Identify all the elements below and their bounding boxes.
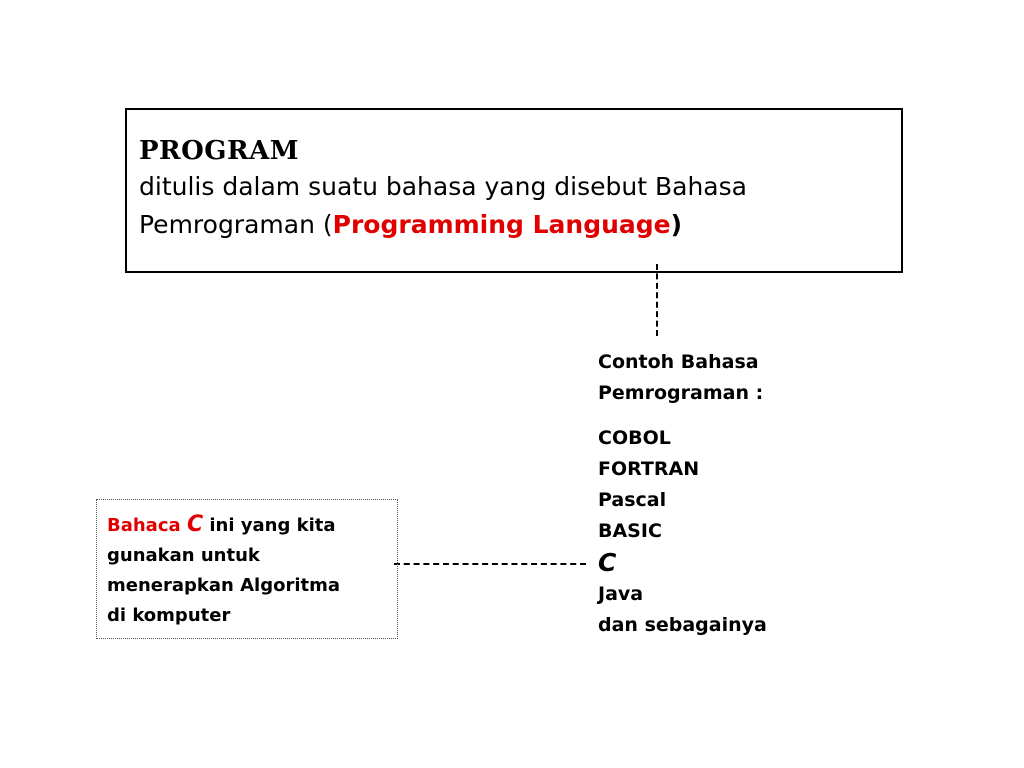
note-line2: gunakan untuk (107, 545, 260, 566)
language-item-pascal: Pascal (598, 489, 667, 511)
examples-heading-line1: Contoh Bahasa (598, 351, 759, 373)
note-line1-rest: ini yang kita (203, 515, 336, 536)
language-item-fortran: FORTRAN (598, 458, 700, 480)
examples-heading-line2: Pemrograman : (598, 382, 764, 404)
note-line4: di komputer (107, 605, 231, 626)
program-definition-box (125, 108, 903, 273)
horizontal-dashed-connector (394, 563, 586, 565)
programming-language-highlight: Programming Language (332, 210, 671, 239)
c-language-note-box (96, 499, 398, 639)
language-item-c: C (598, 548, 617, 577)
note-line1 (107, 510, 387, 541)
language-list (598, 423, 767, 641)
language-item-cobol: COBOL (598, 427, 671, 449)
vertical-dashed-connector (656, 264, 658, 336)
language-examples (598, 347, 767, 641)
program-title: PROGRAM (139, 136, 300, 166)
program-definition-line1: ditulis dalam suatu bahasa yang disebut Bahasa (139, 172, 747, 201)
language-item-java: Java (598, 583, 644, 605)
line2-suffix: ) (670, 210, 683, 239)
language-item-basic: BASIC (598, 520, 662, 542)
language-item-etc: dan sebagainya (598, 614, 767, 636)
line2-prefix: Pemrograman ( (139, 210, 333, 239)
note-highlight-c: C (186, 512, 204, 537)
note-line3: menerapkan Algoritma (107, 575, 340, 596)
note-highlight-word: Bahaca (107, 515, 181, 536)
program-definition-line2 (139, 206, 889, 244)
